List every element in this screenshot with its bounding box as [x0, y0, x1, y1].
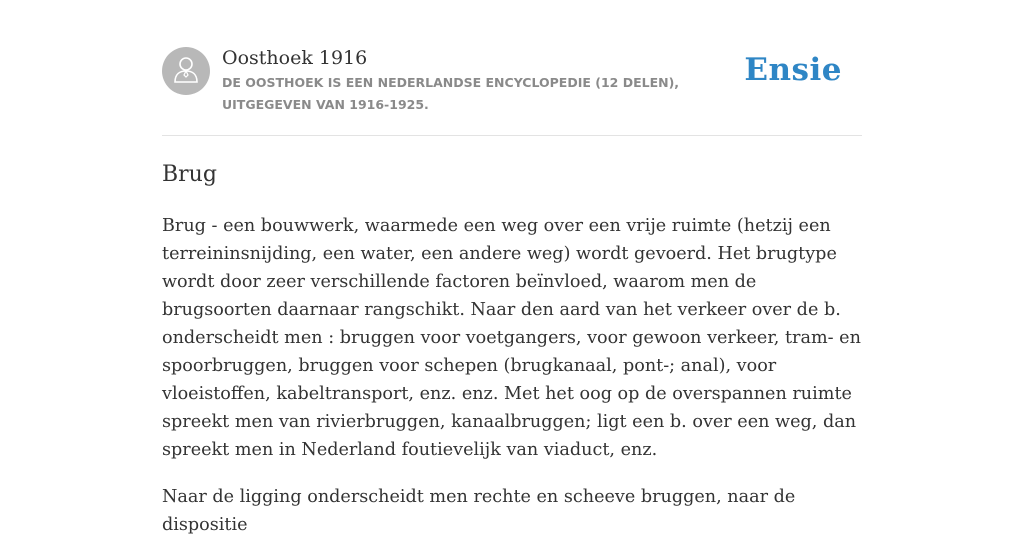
- article-paragraph: Naar de ligging onderscheidt men rechte en scheeve bruggen, naar de dispositie: [162, 487, 796, 535]
- article-body: [162, 212, 868, 558]
- avatar[interactable]: [162, 47, 210, 95]
- source-description: DE OOSTHOEK IS EEN NEDERLANDSE ENCYCLOPEDIE (12 DELEN), UITGEGEVEN VAN 1916-1925.: [222, 75, 680, 112]
- header-divider: [162, 135, 862, 136]
- user-icon: [173, 55, 199, 88]
- article-paragraph: Brug - een bouwwerk, waarmede een weg over een vrije ruimte (hetzij een terreininsnijding, een water, een andere weg) wordt gevoerd. Het brugtype wordt door zeer verschillende factoren beïnvloed, waarom men de brugsoorten daarnaar rangschikt. Naar den aard van het verkeer over de b. onderscheidt men : bruggen voor voetgangers, voor gewoon verkeer, tram- en spoorbruggen, bruggen voor schepen (brugkanaal, pont-; anal), voor vloeistoffen, kabeltransport, enz. enz. Met het oog op de overspannen ruimte spreekt men van rivierbruggen, kanaalbruggen; ligt een b. over een weg, dan spreekt men in Nederland foutievelijk van viaduct, enz.: [162, 216, 861, 460]
- ensie-logo[interactable]: Ensie: [744, 52, 842, 88]
- article-title: Brug: [162, 162, 217, 187]
- source-title[interactable]: Oosthoek 1916: [222, 47, 368, 69]
- source-header: [162, 46, 862, 136]
